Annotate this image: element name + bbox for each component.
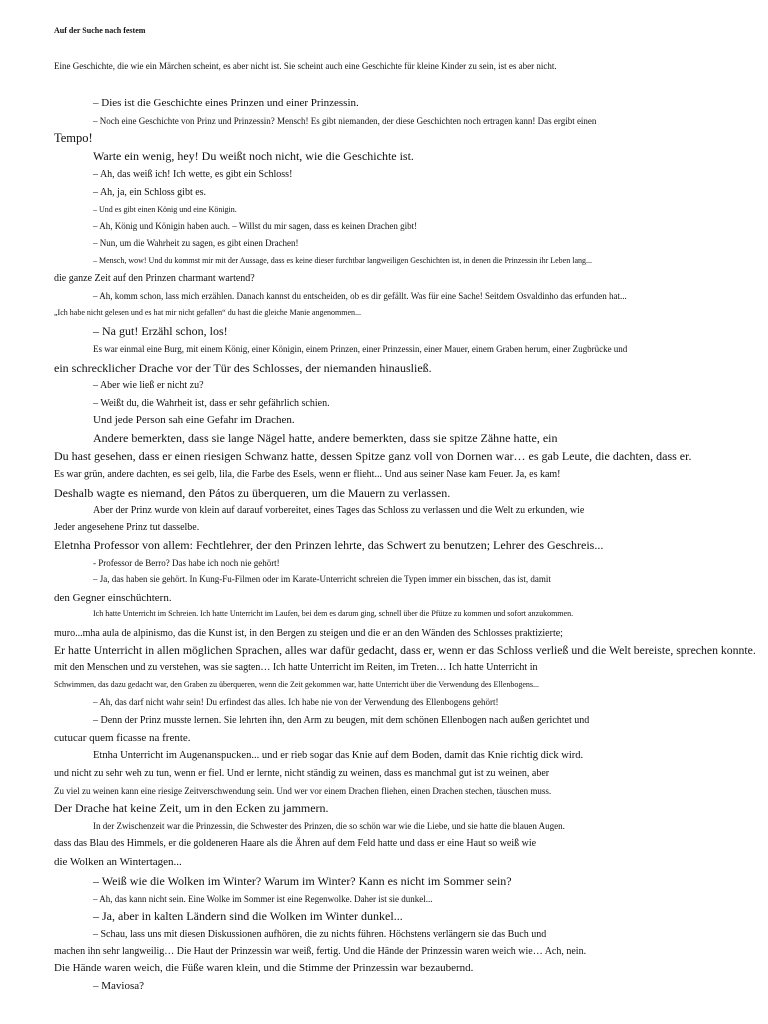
story-line: – Denn der Prinz musste lernen. Sie lehrten ihn, den Arm zu beugen, mit dem schönen Ellenbogen nach außen gerichtet und xyxy=(93,715,590,726)
story-line: „Ich habe nicht gelesen und es hat mir nicht gefallen“ du hast die gleiche Manie angenommen... xyxy=(54,308,361,317)
story-line: – Na gut! Erzähl schon, los! xyxy=(93,324,228,338)
story-line: – Ah, König und Königin haben auch. – Willst du mir sagen, dass es keinen Drachen gibt! xyxy=(93,221,418,231)
story-line: – Weißt du, die Wahrheit ist, dass er sehr gefährlich schien. xyxy=(93,398,330,409)
story-line: mit den Menschen und zu verstehen, was sie sagten… Ich hatte Unterricht im Reiten, im Treten… Ich hatte Unterricht in xyxy=(54,662,538,673)
story-line: ein schrecklicher Drache vor der Tür des Schlosses, der niemanden hinausließ. xyxy=(54,361,432,375)
story-line: Der Drache hat keine Zeit, um in den Ecken zu jammern. xyxy=(54,801,329,815)
story-line: Und jede Person sah eine Gefahr im Drachen. xyxy=(93,414,295,426)
story-line: Zu viel zu weinen kann eine riesige Zeitverschwendung sein. Und wer vor einem Drachen fliehen, einen Drachen stechen, täuschen muss. xyxy=(54,786,552,796)
story-line: Du hast gesehen, dass er einen riesigen Schwanz hatte, dessen Spitze ganz voll von Dornen war… es gab Leute, die dachten, dass er. xyxy=(54,449,692,463)
story-line: cutucar quem ficasse na frente. xyxy=(54,732,191,744)
story-line: die ganze Zeit auf den Prinzen charmant wartend? xyxy=(54,273,255,284)
story-line: dass das Blau des Himmels, er die goldeneren Haare als die Ähren auf dem Feld hatte und dass er eine Haut so weiß wie xyxy=(54,838,537,849)
story-line: – Ah, das kann nicht sein. Eine Wolke im Sommer ist eine Regenwolke. Daher ist sie dunkel... xyxy=(93,894,433,904)
story-line: Eletnha Professor von allem: Fechtlehrer, der den Prinzen lehrte, das Schwert zu benutzen; Lehrer des Geschreis... xyxy=(54,538,604,552)
story-line: Die Hände waren weich, die Füße waren klein, und die Stimme der Prinzessin war bezaubernd. xyxy=(54,962,474,974)
story-line: Ich hatte Unterricht im Schreien. Ich hatte Unterricht im Laufen, bei dem es darum ging, schnell über die Pfütze zu kommen und sofort anzukommen. xyxy=(93,609,574,618)
story-line: Warte ein wenig, hey! Du weißt noch nicht, wie die Geschichte ist. xyxy=(93,149,414,163)
story-line: – Aber wie ließ er nicht zu? xyxy=(93,380,204,391)
story-line: – Noch eine Geschichte von Prinz und Prinzessin? Mensch! Es gibt niemanden, der diese Geschichten noch ertragen kann! Das ergibt einen xyxy=(93,116,597,126)
story-line: – Weiß wie die Wolken im Winter? Warum im Winter? Kann es nicht im Sommer sein? xyxy=(93,874,512,888)
story-line: – Ah, das darf nicht wahr sein! Du erfindest das alles. Ich habe nie von der Verwendung des Ellenbogens gehört! xyxy=(93,697,499,707)
story-line: Aber der Prinz wurde von klein auf darauf vorbereitet, eines Tages das Schloss zu verlassen und die Welt zu erkunden, wie xyxy=(93,505,585,516)
story-line: machen ihn sehr langweilig… Die Haut der Prinzessin war weiß, fertig. Und die Hände der Prinzessin waren weich wie… Ach, nein. xyxy=(54,946,587,957)
story-line: – Und es gibt einen König und eine Königin. xyxy=(93,205,237,214)
story-line: – Ja, aber in kalten Ländern sind die Wolken im Winter dunkel... xyxy=(93,909,403,923)
story-line: den Gegner einschüchtern. xyxy=(54,592,172,604)
story-line: Schwimmen, das dazu gedacht war, den Graben zu überqueren, wenn die Zeit gekommen war, hatte Unterricht über die Verwendung des Ellenbogens... xyxy=(54,680,540,689)
story-line: – Dies ist die Geschichte eines Prinzen und einer Prinzessin. xyxy=(93,97,359,109)
story-line: Tempo! xyxy=(54,131,93,145)
story-line: die Wolken an Wintertagen... xyxy=(54,856,182,868)
story-line: – Ah, komm schon, lass mich erzählen. Danach kannst du entscheiden, ob es dir gefällt. Was für eine Sache! Seitdem Osvaldinho das erfunden hat... xyxy=(93,291,627,301)
document-title: Auf der Suche nach festem xyxy=(54,26,146,35)
story-line: – Nun, um die Wahrheit zu sagen, es gibt einen Drachen! xyxy=(93,238,299,248)
story-line: Deshalb wagte es niemand, den Pátos zu überqueren, um die Mauern zu verlassen. xyxy=(54,486,451,500)
story-line: – Ja, das haben sie gehört. In Kung-Fu-Filmen oder im Karate-Unterricht schreien die Typen immer ein bisschen, das ist, damit xyxy=(93,574,551,584)
story-line: - Professor de Berro? Das habe ich noch nie gehört! xyxy=(93,558,280,568)
story-line: Es war einmal eine Burg, mit einem König, einer Königin, einem Prinzen, einer Prinzessin, einer Mauer, einem Graben herum, einer Zugbrücke und xyxy=(93,344,628,354)
story-line: – Maviosa? xyxy=(93,980,145,992)
story-line: In der Zwischenzeit war die Prinzessin, die Schwester des Prinzen, die so schön war wie die Liebe, und sie hatte die blauen Augen. xyxy=(93,821,565,831)
story-line: Er hatte Unterricht in allen möglichen Sprachen, alles war dafür gedacht, dass er, wenn er das Schloss verließ und die Welt bereiste, sprechen konnte. xyxy=(54,644,756,657)
story-line: muro...mha aula de alpinismo, das die Kunst ist, in den Bergen zu steigen und die er an den Wänden des Schlosses praktizierte; xyxy=(54,628,563,639)
story-line: Etnha Unterricht im Augenanspucken... und er rieb sogar das Knie auf dem Boden, damit das Knie richtig dick wird. xyxy=(93,750,584,761)
story-line: – Ah, ja, ein Schloss gibt es. xyxy=(93,187,207,198)
story-line: Es war grün, andere dachten, es sei gelb, lila, die Farbe des Esels, wenn er flieht... Und aus seiner Nase kam Feuer. Ja, es kam! xyxy=(54,469,561,480)
story-line: Jeder angesehene Prinz tut dasselbe. xyxy=(54,522,200,533)
story-line: – Mensch, wow! Und du kommst mir mit der Aussage, dass es keine dieser furchtbar langweiligen Geschichten ist, in denen die Prinzessin ihr Leben lang... xyxy=(93,256,592,265)
story-line: – Schau, lass uns mit diesen Diskussionen aufhören, die zu nichts führen. Höchstens verlängern sie das Buch und xyxy=(93,929,547,940)
story-line: Andere bemerkten, dass sie lange Nägel hatte, andere bemerkten, dass sie spitze Zähne hatte, ein xyxy=(93,431,558,445)
document-subtitle: Eine Geschichte, die wie ein Märchen scheint, es aber nicht ist. Sie scheint auch eine Geschichte für kleine Kinder zu sein, ist es aber nicht. xyxy=(54,61,557,71)
story-line: und nicht zu sehr weh zu tun, wenn er fiel. Und er lernte, nicht ständig zu weinen, dass es manchmal gut ist zu weinen, aber xyxy=(54,768,550,779)
story-line: – Ah, das weiß ich! Ich wette, es gibt ein Schloss! xyxy=(93,169,293,180)
